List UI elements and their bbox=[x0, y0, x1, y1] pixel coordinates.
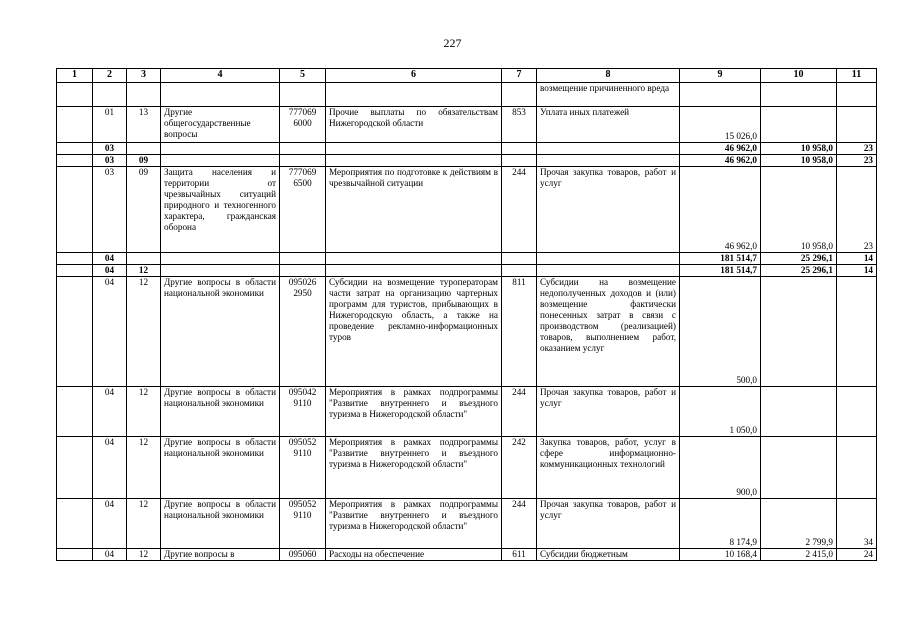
expense-code-cell: 811 bbox=[502, 277, 537, 387]
section-name-cell: Другие вопросы в области национальной экономики bbox=[161, 387, 280, 437]
actual-amount-cell: 25 296,1 bbox=[761, 265, 837, 277]
actual-amount-cell bbox=[761, 387, 837, 437]
expense-code-cell: 853 bbox=[502, 107, 537, 143]
actual-amount-cell bbox=[761, 437, 837, 499]
section-code-cell: 04 bbox=[93, 499, 127, 549]
col-header-6: 6 bbox=[326, 69, 502, 83]
percent-cell bbox=[837, 107, 877, 143]
section-code-cell: 04 bbox=[93, 387, 127, 437]
actual-amount-cell: 10 958,0 bbox=[761, 143, 837, 155]
section-code-cell: 04 bbox=[93, 265, 127, 277]
section-code-cell: 03 bbox=[93, 167, 127, 253]
program-name-cell: Мероприятия в рамках подпрограммы "Развитие внутреннего и въездного туризма в Нижегородской области" bbox=[326, 387, 502, 437]
subsection-code-cell bbox=[127, 143, 161, 155]
table-row bbox=[57, 83, 877, 107]
subsection-code-cell: 12 bbox=[127, 387, 161, 437]
subsection-code-cell: 12 bbox=[127, 499, 161, 549]
section-code-cell: 04 bbox=[93, 253, 127, 265]
subsection-code-cell: 13 bbox=[127, 107, 161, 143]
plan-amount-cell: 181 514,7 bbox=[680, 253, 761, 265]
actual-amount-cell bbox=[761, 107, 837, 143]
expense-code-cell: 611 bbox=[502, 549, 537, 561]
expense-type-cell: Закупка товаров, работ, услуг в сфере информационно-коммуникационных технологий bbox=[537, 437, 680, 499]
col-header-8: 8 bbox=[537, 69, 680, 83]
plan-amount-cell: 900,0 bbox=[680, 437, 761, 499]
percent-cell: 23 bbox=[837, 155, 877, 167]
program-name-cell: Мероприятия по подготовке к действиям в чрезвычайной ситуации bbox=[326, 167, 502, 253]
header-row bbox=[57, 69, 877, 83]
budget-table bbox=[56, 68, 877, 561]
table-row bbox=[57, 387, 877, 437]
expense-type-cell: Субсидии бюджетным bbox=[537, 549, 680, 561]
plan-amount-cell: 500,0 bbox=[680, 277, 761, 387]
program-name-cell: Субсидии на возмещение туроператорам части затрат на организацию чартерных программ для туристов, прибывающих в Нижегородскую область, а также на проведение рекламно-информационных туров bbox=[326, 277, 502, 387]
expense-type-cell: Прочая закупка товаров, работ и услуг bbox=[537, 499, 680, 549]
subsection-code-cell: 12 bbox=[127, 277, 161, 387]
percent-cell: 23 bbox=[837, 143, 877, 155]
percent-cell bbox=[837, 437, 877, 499]
section-code-cell: 04 bbox=[93, 277, 127, 387]
expense-code-cell: 244 bbox=[502, 499, 537, 549]
subsection-code-cell: 12 bbox=[127, 549, 161, 561]
subsection-code-cell bbox=[127, 253, 161, 265]
section-name-cell: Другие вопросы в области национальной экономики bbox=[161, 277, 280, 387]
section-code-cell: 01 bbox=[93, 107, 127, 143]
actual-amount-cell: 10 958,0 bbox=[761, 167, 837, 253]
plan-amount-cell: 1 050,0 bbox=[680, 387, 761, 437]
section-total-row bbox=[57, 155, 877, 167]
percent-cell: 34 bbox=[837, 499, 877, 549]
percent-cell: 24 bbox=[837, 549, 877, 561]
section-code-cell: 03 bbox=[93, 155, 127, 167]
table-row bbox=[57, 107, 877, 143]
percent-cell: 14 bbox=[837, 253, 877, 265]
percent-cell: 14 bbox=[837, 265, 877, 277]
section-total-row bbox=[57, 143, 877, 155]
actual-amount-cell: 2 799,9 bbox=[761, 499, 837, 549]
target-code-cell: 777069 6000 bbox=[280, 107, 326, 143]
section-name-cell: Другие вопросы в области национальной экономики bbox=[161, 499, 280, 549]
program-name-cell: Мероприятия в рамках подпрограммы "Развитие внутреннего и въездного туризма в Нижегородской области" bbox=[326, 499, 502, 549]
subsection-code-cell: 09 bbox=[127, 167, 161, 253]
expense-type-cell: возмещение причиненного вреда bbox=[537, 83, 680, 107]
expense-type-cell: Прочая закупка товаров, работ и услуг bbox=[537, 167, 680, 253]
percent-cell bbox=[837, 277, 877, 387]
subsection-code-cell: 12 bbox=[127, 437, 161, 499]
actual-amount-cell: 2 415,0 bbox=[761, 549, 837, 561]
col-header-9: 9 bbox=[680, 69, 761, 83]
plan-amount-cell: 181 514,7 bbox=[680, 265, 761, 277]
target-code-cell: 095052 9110 bbox=[280, 499, 326, 549]
section-code-cell: 04 bbox=[93, 549, 127, 561]
program-name-cell: Расходы на обеспечение bbox=[326, 549, 502, 561]
col-header-2: 2 bbox=[93, 69, 127, 83]
expense-type-cell: Уплата иных платежей bbox=[537, 107, 680, 143]
program-name-cell: Прочие выплаты по обязательствам Нижегородской области bbox=[326, 107, 502, 143]
expense-type-cell: Прочая закупка товаров, работ и услуг bbox=[537, 387, 680, 437]
plan-amount-cell: 46 962,0 bbox=[680, 155, 761, 167]
table-row bbox=[57, 167, 877, 253]
section-name-cell: Другие общегосударственные вопросы bbox=[161, 107, 280, 143]
table-row bbox=[57, 277, 877, 387]
plan-amount-cell: 46 962,0 bbox=[680, 143, 761, 155]
actual-amount-cell bbox=[761, 277, 837, 387]
col-header-11: 11 bbox=[837, 69, 877, 83]
plan-amount-cell: 15 026,0 bbox=[680, 107, 761, 143]
program-name-cell: Мероприятия в рамках подпрограммы "Развитие внутреннего и въездного туризма в Нижегородской области" bbox=[326, 437, 502, 499]
col-header-1: 1 bbox=[57, 69, 93, 83]
section-code-cell: 04 bbox=[93, 437, 127, 499]
subsection-code-cell: 09 bbox=[127, 155, 161, 167]
percent-cell: 23 bbox=[837, 167, 877, 253]
col-header-7: 7 bbox=[502, 69, 537, 83]
section-code-cell: 03 bbox=[93, 143, 127, 155]
section-name-cell: Другие вопросы в bbox=[161, 549, 280, 561]
table-row bbox=[57, 499, 877, 549]
section-total-row bbox=[57, 253, 877, 265]
percent-cell bbox=[837, 387, 877, 437]
target-code-cell: 777069 6500 bbox=[280, 167, 326, 253]
col-header-4: 4 bbox=[161, 69, 280, 83]
col-header-3: 3 bbox=[127, 69, 161, 83]
expense-type-cell: Субсидии на возмещение недополученных доходов и (или) возмещение фактически понесенных затрат в связи с производством (реализацией) товаров, выполнением работ, оказанием услуг bbox=[537, 277, 680, 387]
expense-code-cell: 242 bbox=[502, 437, 537, 499]
table-row bbox=[57, 437, 877, 499]
section-total-row bbox=[57, 265, 877, 277]
table-row bbox=[57, 549, 877, 561]
plan-amount-cell: 8 174,9 bbox=[680, 499, 761, 549]
section-name-cell: Защита населения и территории от чрезвычайных ситуаций природного и техногенного характера, гражданская оборона bbox=[161, 167, 280, 253]
subsection-code-cell: 12 bbox=[127, 265, 161, 277]
col-header-10: 10 bbox=[761, 69, 837, 83]
target-code-cell: 095042 9110 bbox=[280, 387, 326, 437]
target-code-cell: 095060 bbox=[280, 549, 326, 561]
section-name-cell: Другие вопросы в области национальной экономики bbox=[161, 437, 280, 499]
target-code-cell: 095026 2950 bbox=[280, 277, 326, 387]
actual-amount-cell: 25 296,1 bbox=[761, 253, 837, 265]
plan-amount-cell: 10 168,4 bbox=[680, 549, 761, 561]
plan-amount-cell: 46 962,0 bbox=[680, 167, 761, 253]
target-code-cell: 095052 9110 bbox=[280, 437, 326, 499]
expense-code-cell: 244 bbox=[502, 387, 537, 437]
page-number: 227 bbox=[443, 36, 462, 50]
col-header-5: 5 bbox=[280, 69, 326, 83]
actual-amount-cell: 10 958,0 bbox=[761, 155, 837, 167]
expense-code-cell: 244 bbox=[502, 167, 537, 253]
